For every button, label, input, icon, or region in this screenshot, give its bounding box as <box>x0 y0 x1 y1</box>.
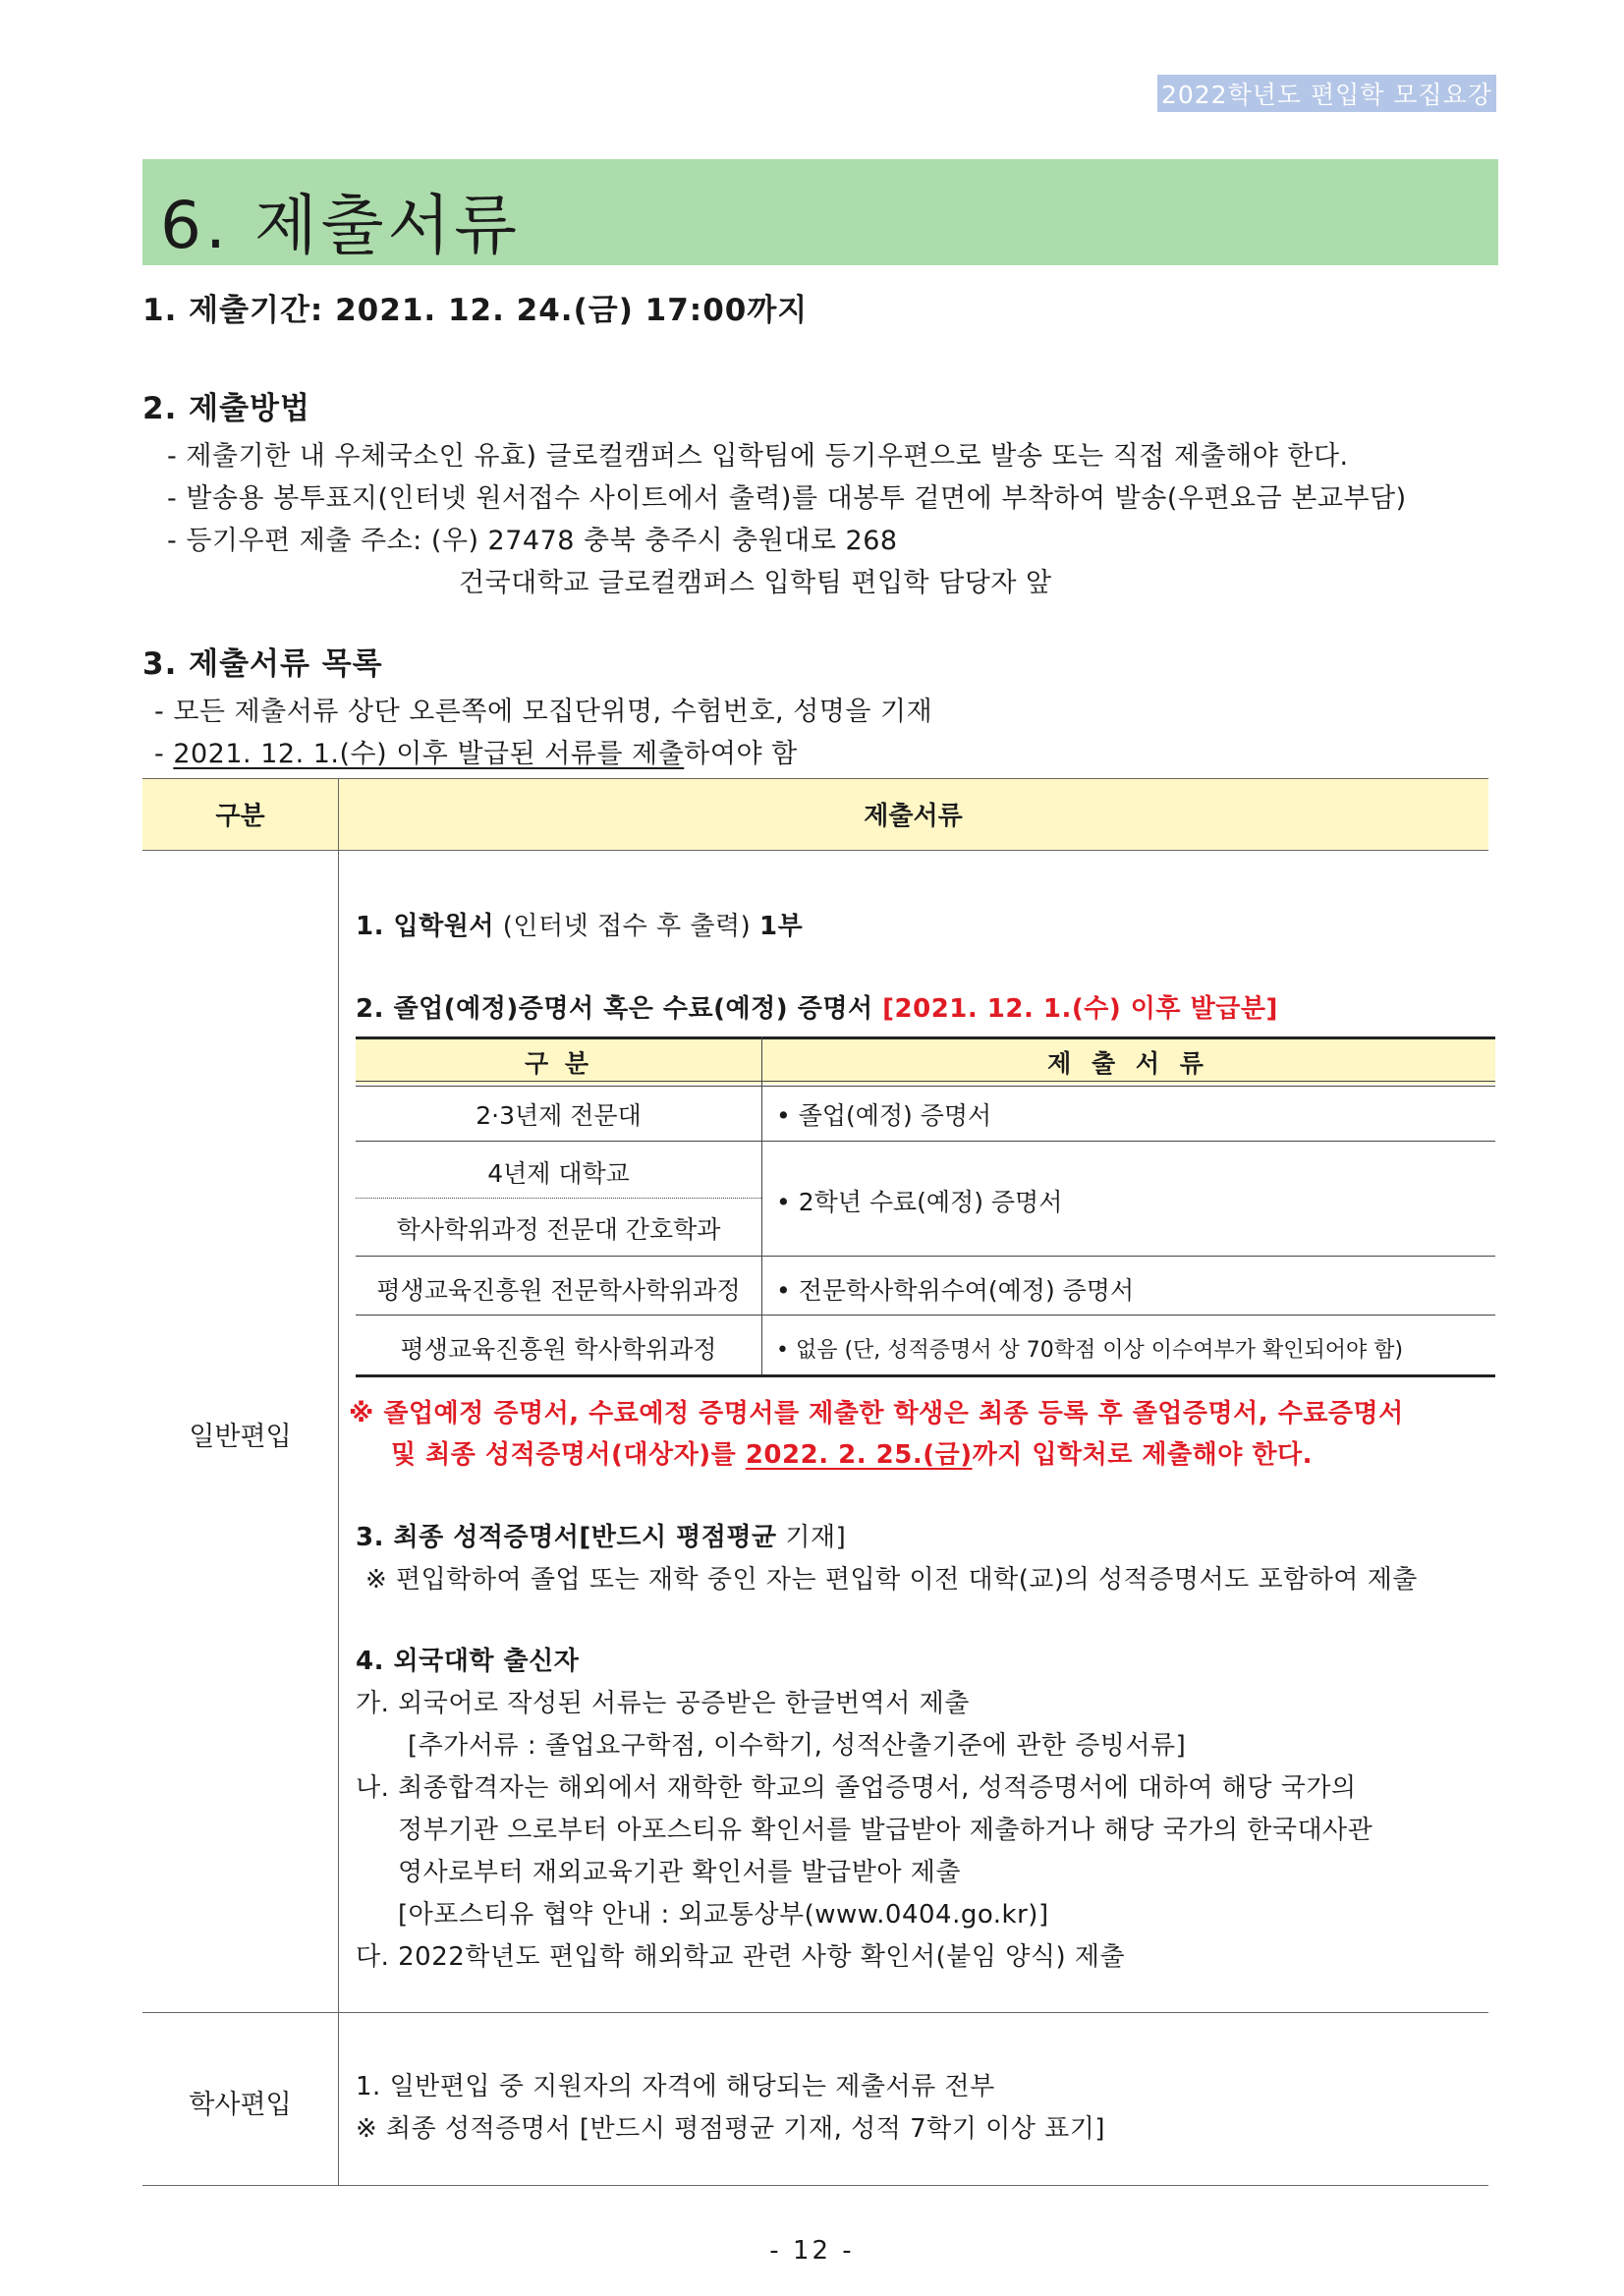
subtable-row-line3 <box>356 1315 1495 1316</box>
subtable-header-left: 구 분 <box>524 1049 592 1078</box>
table-row-divider <box>142 2012 1488 2013</box>
row-label-bachelor: 학사편입 <box>189 2090 292 2120</box>
page-number: - 12 - <box>769 2236 855 2266</box>
item3-bold: 3. 최종 성적증명서[반드시 평점평균 <box>356 1523 777 1552</box>
red-note-line-2 <box>391 1434 1313 1471</box>
item1-normal: (인터넷 접수 후 출력) <box>493 912 760 941</box>
foreign-line: [추가서류 : 졸업요구학점, 이수학기, 성적산출기준에 관한 증빙서류] <box>408 1731 1187 1761</box>
table-header-border <box>142 850 1488 851</box>
subtable-row-left: 4년제 대학교 <box>487 1159 630 1188</box>
subtable-header-line1 <box>356 1081 1495 1082</box>
table-bottom-border <box>142 2185 1488 2186</box>
red-note-2b: 까지 입학처로 제출해야 한다. <box>972 1440 1314 1470</box>
table-top-border <box>142 778 1488 779</box>
line2-prefix: - <box>154 739 174 769</box>
foreign-line: [아포스티유 협약 안내 : 외교통상부(www.0404.go.kr)] <box>398 1900 1049 1930</box>
submission-period-heading: 1. 제출기간: 2021. 12. 24.(금) 17:00까지 <box>142 293 809 328</box>
method-line-1: - 제출기한 내 우체국소인 유효) 글로컬캠퍼스 입학팀에 등기우편으로 발송 또는 직접 제출해야 한다. <box>167 441 1349 472</box>
subtable-row-right: • 없음 (단, 성적증명서 상 70학점 이상 이수여부가 확인되어야 함) <box>776 1338 1404 1363</box>
method-line-2: - 발송용 봉투표지(인터넷 원서접수 사이트에서 출력)를 대봉투 겉면에 부착하여 발송(우편요금 본교부담) <box>167 483 1407 514</box>
document-list-line-1: - 모든 제출서류 상단 오른쪽에 모집단위명, 수험번호, 성명을 기재 <box>154 697 933 727</box>
red-note-2u: 2022. 2. 25.(금) <box>745 1440 973 1470</box>
foreign-line: 정부기관 으로부터 아포스티유 확인서를 발급받아 제출하거나 해당 국가의 한국대사관 <box>398 1816 1373 1845</box>
line2-underlined: 2021. 12. 1.(수) 이후 발급된 서류를 제출 <box>173 739 685 769</box>
item2-bold: 2. 졸업(예정)증명서 혹은 수료(예정) 증명서 <box>356 994 883 1024</box>
table-col-divider <box>338 778 339 2185</box>
line2-suffix: 하여야 함 <box>684 739 798 769</box>
subtable-row-line2 <box>356 1256 1495 1257</box>
subtable-row-left: 평생교육진흥원 학사학위과정 <box>400 1335 717 1364</box>
method-line-4: 건국대학교 글로컬캠퍼스 입학팀 편입학 담당자 앞 <box>459 568 1052 598</box>
foreign-line: 나. 최종합격자는 해외에서 재학한 학교의 졸업증명서, 성적증명서에 대하여 해당 국가의 <box>356 1773 1357 1803</box>
item-transcript <box>356 1517 846 1553</box>
red-note-2a: 및 최종 성적증명서(대상자)를 <box>391 1440 746 1470</box>
table-header-documents: 제출서류 <box>864 802 963 831</box>
bachelor-line: 1. 일반편입 중 지원자의 자격에 해당되는 제출서류 전부 <box>356 2072 995 2101</box>
section-title: 6. 제출서류 <box>160 188 521 263</box>
row-label-general: 일반편입 <box>189 1422 292 1452</box>
section-title-bar <box>142 159 1498 265</box>
item-transcript-note: ※ 편입학하여 졸업 또는 재학 중인 자는 편입학 이전 대학(교)의 성적증명서도 포함하여 제출 <box>365 1565 1418 1595</box>
item-application-form <box>356 906 803 942</box>
item1-bold: 1. 입학원서 <box>356 912 494 941</box>
document-list-heading: 3. 제출서류 목록 <box>142 646 383 682</box>
subtable-row-left: 학사학위과정 전문대 간호학과 <box>396 1215 721 1244</box>
bachelor-line: ※ 최종 성적증명서 [반드시 평점평균 기재, 성적 7학기 이상 표기] <box>356 2114 1106 2144</box>
subtable-bottom <box>356 1374 1495 1377</box>
subtable-dotted-line <box>356 1198 761 1199</box>
subtable-header-line2 <box>356 1086 1495 1087</box>
subtable-row-left: 2·3년제 전문대 <box>476 1101 642 1130</box>
item-graduation-certificate <box>356 988 1278 1025</box>
item3-normal: 기재] <box>776 1523 847 1552</box>
document-list-line-2 <box>154 732 798 770</box>
foreign-line: 영사로부터 재외교육기관 확인서를 발급받아 제출 <box>398 1858 961 1887</box>
item2-red: [2021. 12. 1.(수) 이후 발급분] <box>882 994 1278 1024</box>
subtable-row-right: • 졸업(예정) 증명서 <box>776 1101 992 1130</box>
red-note-line-1: ※ 졸업예정 증명서, 수료예정 증명서를 제출한 학생은 최종 등록 후 졸업증명서, 수료증명서 <box>349 1399 1404 1428</box>
foreign-line: 가. 외국어로 작성된 서류는 공증받은 한글번역서 제출 <box>356 1689 970 1718</box>
item-foreign-university: 4. 외국대학 출신자 <box>356 1647 580 1676</box>
subtable-header-right: 제 출 서 류 <box>1047 1049 1209 1078</box>
subtable-row-line1 <box>356 1141 1495 1142</box>
foreign-line: 다. 2022학년도 편입학 해외학교 관련 사항 확인서(붙임 양식) 제출 <box>356 1942 1126 1972</box>
method-line-3: - 등기우편 제출 주소: (우) 27478 충북 충주시 충원대로 268 <box>167 526 898 556</box>
table-header-category: 구분 <box>215 802 265 831</box>
header-tag: 2022학년도 편입학 모집요강 <box>1157 75 1496 112</box>
subtable-row-right: • 2학년 수료(예정) 증명서 <box>776 1188 1063 1216</box>
subtable-row-left: 평생교육진흥원 전문학사학위과정 <box>376 1276 741 1305</box>
item1-bold2: 1부 <box>759 912 804 941</box>
subtable-top <box>356 1036 1495 1039</box>
submission-method-heading: 2. 제출방법 <box>142 391 310 426</box>
subtable-col-divider <box>761 1036 762 1374</box>
subtable-row-right: • 전문학사학위수여(예정) 증명서 <box>776 1276 1135 1305</box>
